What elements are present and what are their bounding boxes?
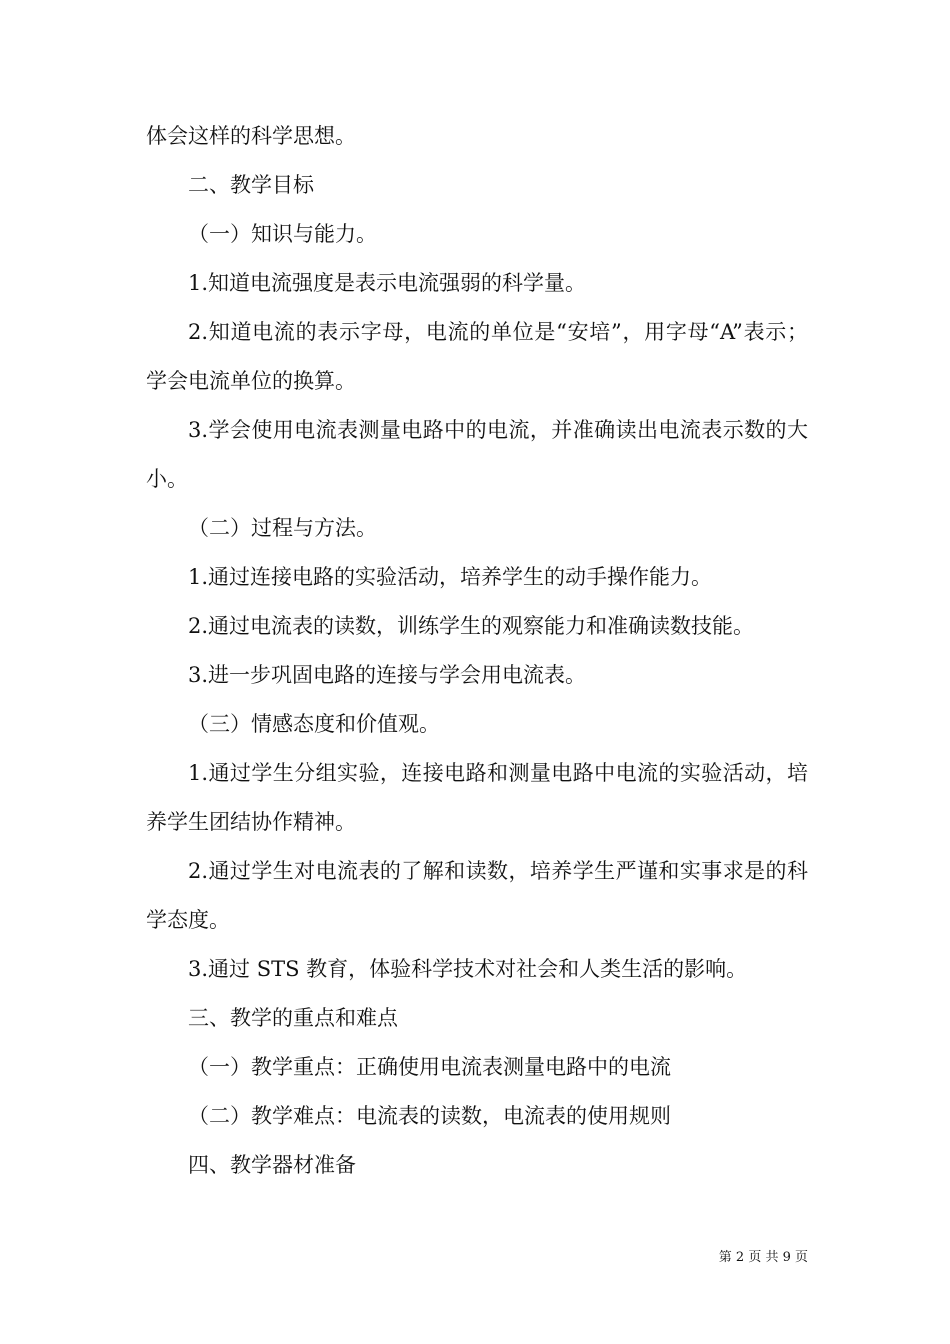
section-heading-key-points: 三、教学的重点和难点 [188, 1006, 398, 1030]
list-item: 3.学会使用电流表测量电路中的电流，并准确读出电流表示数的大小。 [146, 418, 808, 491]
subsection-heading-process: （二）过程与方法。 [188, 516, 377, 540]
page-number-label: 第 2 页 共 9 页 [718, 1250, 808, 1265]
key-point-item: （一）教学重点：正确使用电流表测量电路中的电流 [188, 1055, 671, 1079]
list-item: 1.通过学生分组实验，连接电路和测量电路中电流的实验活动，培养学生团结协作精神。 [146, 761, 808, 834]
list-item: 2.通过学生对电流表的了解和读数，培养学生严谨和实事求是的科学态度。 [146, 859, 808, 932]
subsection-heading-attitude: （三）情感态度和价值观。 [188, 712, 440, 736]
difficulty-item: （二）教学难点：电流表的读数，电流表的使用规则 [188, 1104, 671, 1128]
list-item: 2.知道电流的表示字母，电流的单位是“安培”，用字母“A”表示；学会电流单位的换算。 [146, 320, 808, 393]
list-item: 2.通过电流表的读数，训练学生的观察能力和准确读数技能。 [188, 614, 755, 638]
section-heading-equipment: 四、教学器材准备 [188, 1153, 356, 1177]
list-item: 3.进一步巩固电路的连接与学会用电流表。 [188, 663, 587, 687]
subsection-heading-knowledge: （一）知识与能力。 [188, 222, 377, 246]
list-item: 1.通过连接电路的实验活动，培养学生的动手操作能力。 [188, 565, 713, 589]
document-body [146, 112, 808, 1190]
section-heading-teaching-goals: 二、教学目标 [188, 173, 314, 197]
list-item: 3.通过 STS 教育，体验科学技术对社会和人类生活的影响。 [188, 957, 748, 981]
page-footer [0, 1248, 808, 1268]
list-item: 1.知道电流强度是表示电流强弱的科学量。 [188, 271, 587, 295]
paragraph-continuation: 体会这样的科学思想。 [146, 124, 356, 148]
